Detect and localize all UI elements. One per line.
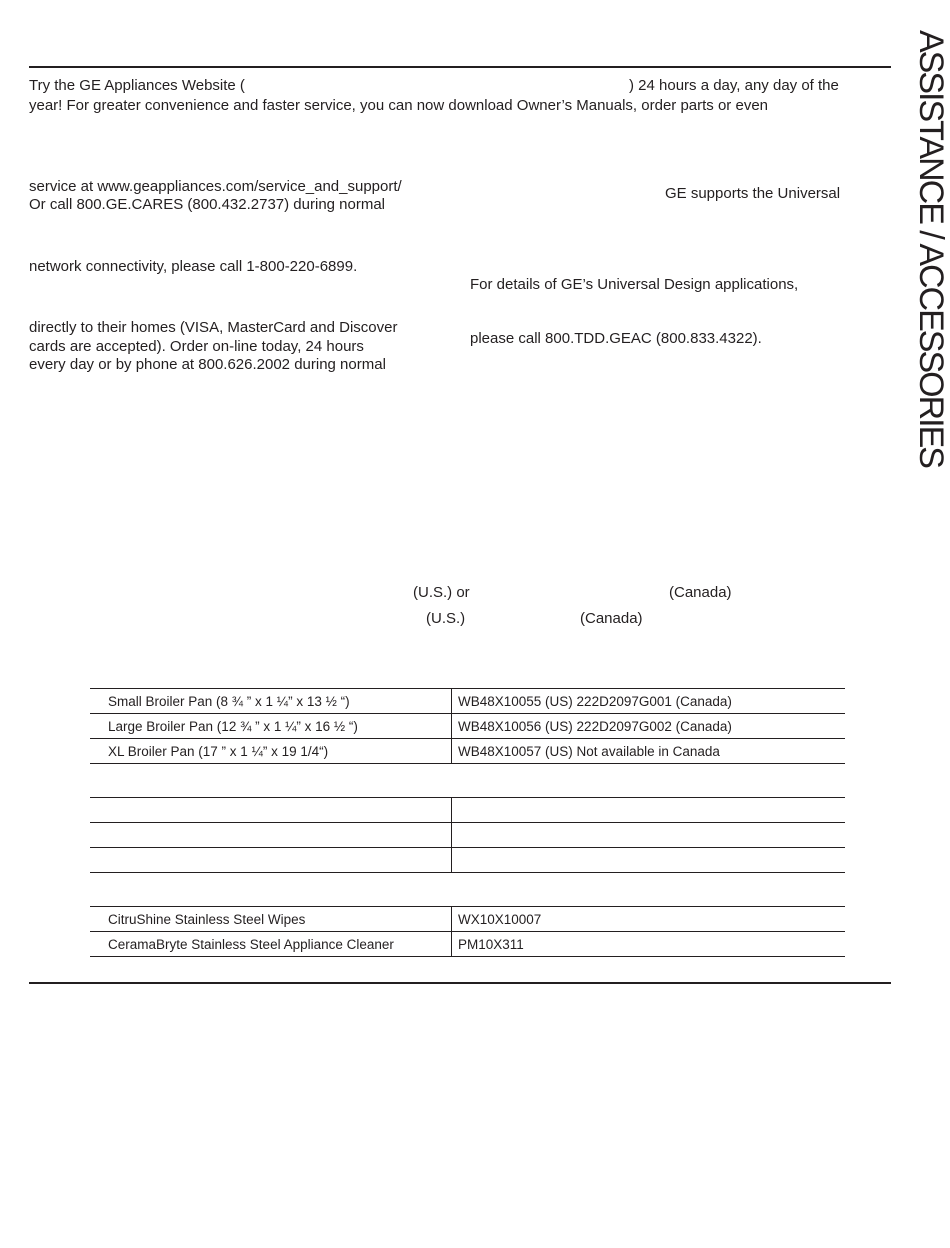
- part-number: [452, 798, 846, 823]
- table-row: [90, 714, 845, 739]
- part-number: WX10X10007: [452, 907, 846, 932]
- parts-line2: cards are accepted). Order on-line today, 24 hours: [29, 338, 364, 355]
- table-row: [90, 798, 845, 823]
- table-row: [90, 689, 845, 714]
- item-name: Small Broiler Pan (8 ¾ ” x 1 ¼” x 13 ½ “): [90, 689, 452, 714]
- canada-label-1: (Canada): [669, 584, 732, 601]
- canada-label-2: (Canada): [580, 610, 643, 627]
- item-name: XL Broiler Pan (17 ” x 1 ¼” x 19 1/4“): [90, 739, 452, 764]
- broiler-pan-table: [90, 688, 845, 764]
- part-number: WB48X10056 (US) 222D2097G002 (Canada): [452, 714, 846, 739]
- intro-line1-end: ) 24 hours a day, any day of the: [629, 77, 839, 94]
- intro-line2: year! For greater convenience and faster service, you can now download Owner’s Manuals, order parts or even: [29, 97, 768, 114]
- part-number: [452, 823, 846, 848]
- part-number: WB48X10057 (US) Not available in Canada: [452, 739, 846, 764]
- item-name: CeramaBryte Stainless Steel Appliance Cleaner: [90, 932, 452, 957]
- item-name: Large Broiler Pan (12 ¾ ” x 1 ¼” x 16 ½ “): [90, 714, 452, 739]
- part-number: [452, 848, 846, 873]
- service-line1: service at www.geappliances.com/service_and_support/: [29, 178, 402, 195]
- network-line: network connectivity, please call 1-800-220-6899.: [29, 258, 358, 275]
- universal-design-line: GE supports the Universal: [665, 185, 841, 202]
- table-row: [90, 823, 845, 848]
- universal-details-line: For details of GE’s Universal Design applications,: [470, 276, 799, 293]
- us-or-label: (U.S.) or: [413, 584, 470, 601]
- intro-line1-start: Try the GE Appliances Website (: [29, 77, 245, 94]
- tdd-phone-line: please call 800.TDD.GEAC (800.833.4322).: [470, 330, 762, 347]
- item-name: [90, 848, 452, 873]
- item-name: [90, 823, 452, 848]
- top-rule: [29, 66, 891, 68]
- item-name: [90, 798, 452, 823]
- part-number: WB48X10055 (US) 222D2097G001 (Canada): [452, 689, 846, 714]
- table-row: [90, 848, 845, 873]
- table-row: [90, 739, 845, 764]
- parts-line3: every day or by phone at 800.626.2002 during normal: [29, 356, 386, 373]
- parts-line1: directly to their homes (VISA, MasterCard and Discover: [29, 319, 398, 336]
- bottom-rule: [29, 982, 891, 984]
- us-label-2: (U.S.): [426, 610, 466, 627]
- item-name: CitruShine Stainless Steel Wipes: [90, 907, 452, 932]
- service-line2: Or call 800.GE.CARES (800.432.2737) during normal: [29, 196, 386, 213]
- accessory-table-blank: [90, 797, 845, 873]
- part-number: PM10X311: [452, 932, 846, 957]
- sidebar-section-title: ASSISTANCE / ACCESSORIES: [912, 30, 950, 467]
- cleaner-table: [90, 906, 845, 957]
- table-row: [90, 932, 845, 957]
- table-row: [90, 907, 845, 932]
